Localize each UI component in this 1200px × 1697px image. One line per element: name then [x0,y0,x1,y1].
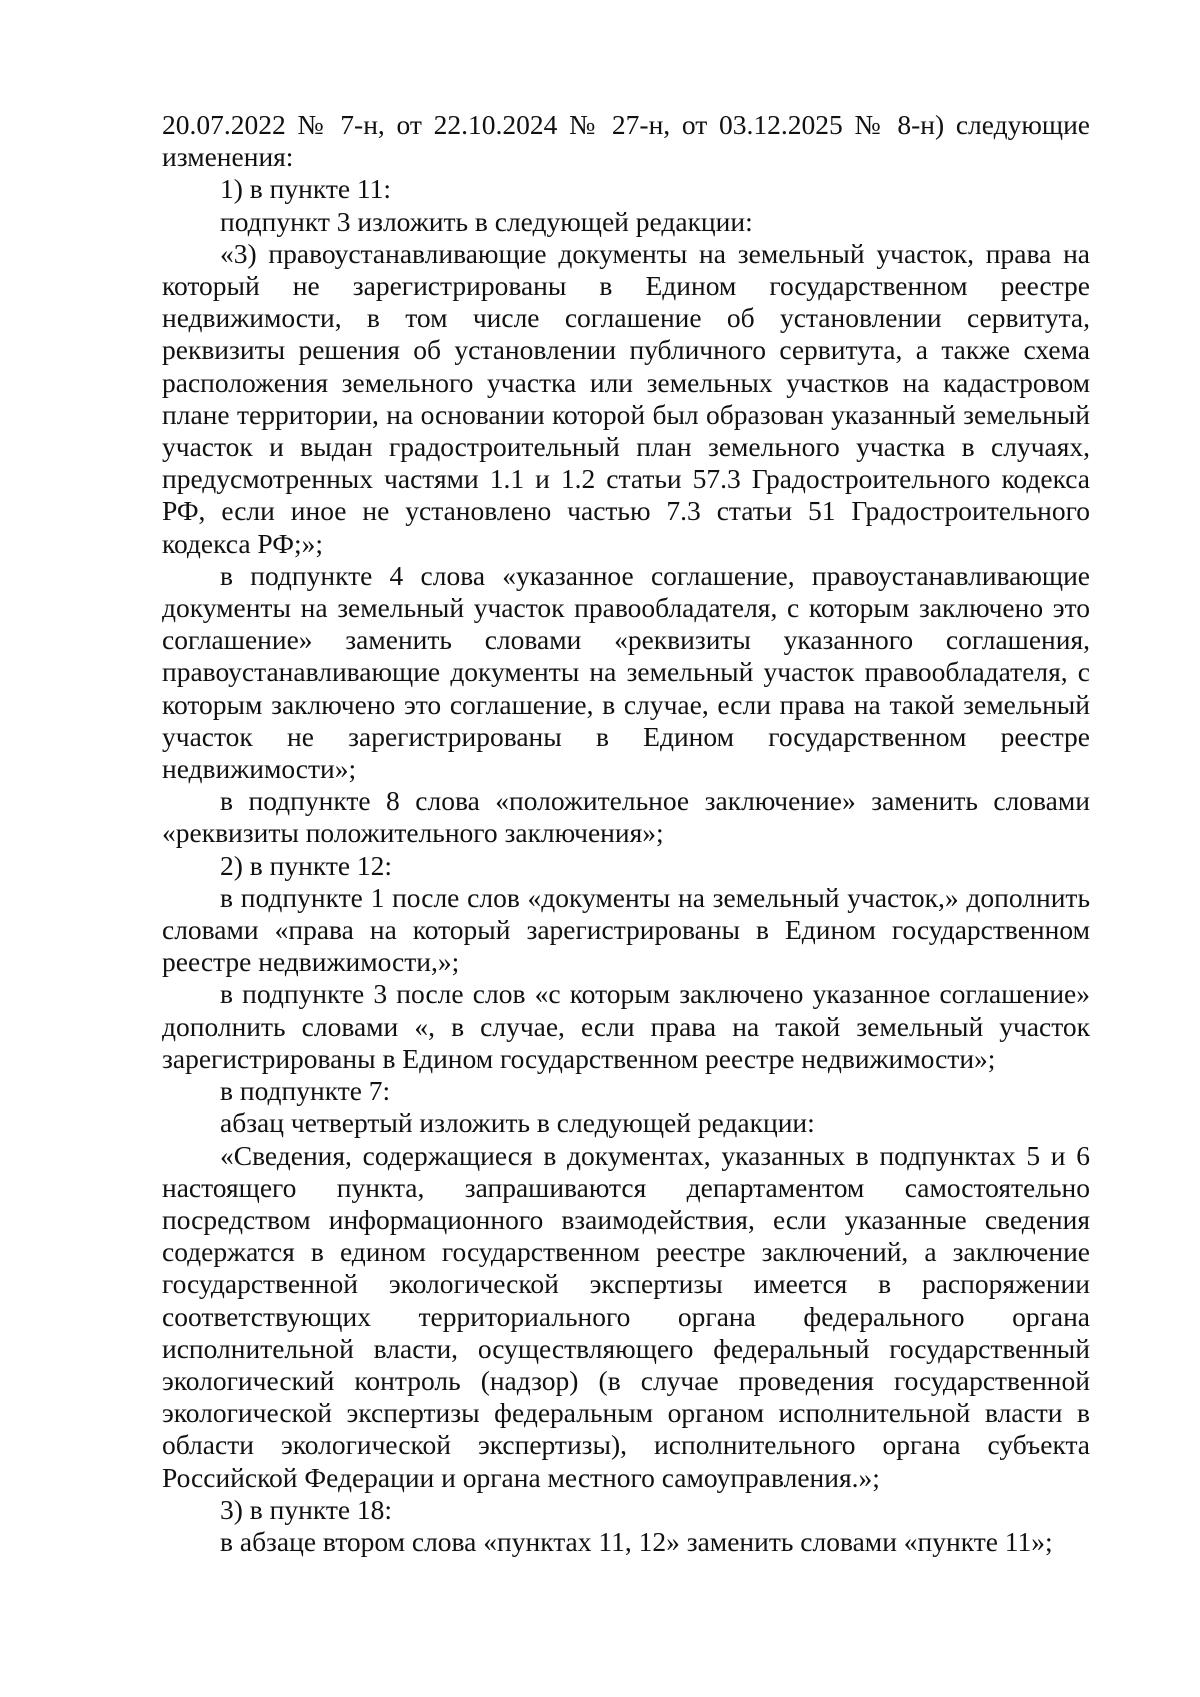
paragraph-subitem-3-intro: подпункт 3 изложить в следующей редакции: [220,205,753,237]
paragraph-item-2-subitem-1: в подпункте 1 после слов «документы на земельный участок,» дополнить словами «права на который зарегистрированы в Едином государственном реестре недвижимости,»; [162,881,1090,978]
paragraph-subitem-4: в подпункте 4 слова «указанное соглашение, правоустанавливающие документы на земельный участок правообладателя, с которым заключено это соглашение» заменить словами «реквизиты указанного соглашения, правоустанавливающие документы на земельный участок правообладателя, с которым заключено это соглашение, в случае, если права на такой земельный участок не зарегистрированы в Едином государственном реестре недвижимости»; [162,559,1090,785]
paragraph-item-2-subitem-7: в подпункте 7: [220,1075,391,1107]
paragraph-item-3-abzac-2: в абзаце втором слова «пунктах 11, 12» заменить словами «пункте 11»; [220,1525,1053,1557]
paragraph-item-2: 2) в пункте 12: [220,849,393,881]
paragraph-subitem-3-text: «3) правоустанавливающие документы на земельный участок, права на который не зарегистрированы в Едином государственном реестре недвижимости, в том числе соглашение об установлении сервитута, реквизиты решения об установлении публичного сервитута, а также схема расположения земельного участка или земельных участков на кадастровом плане территории, на основании которой был образован указанный земельный участок и выдан градостроительный план земельного участка в случаях, предусмотренных частями 1.1 и 1.2 статьи 57.3 Градостроительного кодекса РФ, если иное не установлено частью 7.3 статьи 51 Градостроительного кодекса РФ;»; [162,237,1090,559]
paragraph-continuation: 20.07.2022 № 7-н, от 22.10.2024 № 27-н, от 03.12.2025 № 8-н) следующие изменения: [162,109,1090,173]
paragraph-item-3: 3) в пункте 18: [220,1493,393,1525]
paragraph-fourth-abzac-text: «Сведения, содержащиеся в документах, указанных в подпунктах 5 и 6 настоящего пункта, запрашиваются департаментом самостоятельно посредством информационного взаимодействия, если указанные сведения содержатся в едином государственном реестре заключений, а заключение государственной экологической экспертизы имеется в распоряжении соответствующих территориального органа федерального органа исполнительной власти, осуществляющего федеральный государственный экологический контроль (надзор) (в случае проведения государственной экологической экспертизы федеральным органом исполнительной власти в области экологической экспертизы), исполнительного органа субъекта Российской Федерации и органа местного самоуправления.»; [162,1139,1090,1493]
paragraph-item-1: 1) в пункте 11: [220,173,392,205]
paragraph-fourth-abzac-intro: абзац четвертый изложить в следующей редакции: [220,1107,815,1139]
document-body [162,109,1090,1558]
paragraph-item-2-subitem-3: в подпункте 3 после слов «с которым заключено указанное соглашение» дополнить словами «, в случае, если права на такой земельный участок зарегистрированы в Едином государственном реестре недвижимости»; [162,978,1090,1074]
paragraph-subitem-8: в подпункте 8 слова «положительное заключение» заменить словами «реквизиты положительного заключения»; [162,785,1090,849]
